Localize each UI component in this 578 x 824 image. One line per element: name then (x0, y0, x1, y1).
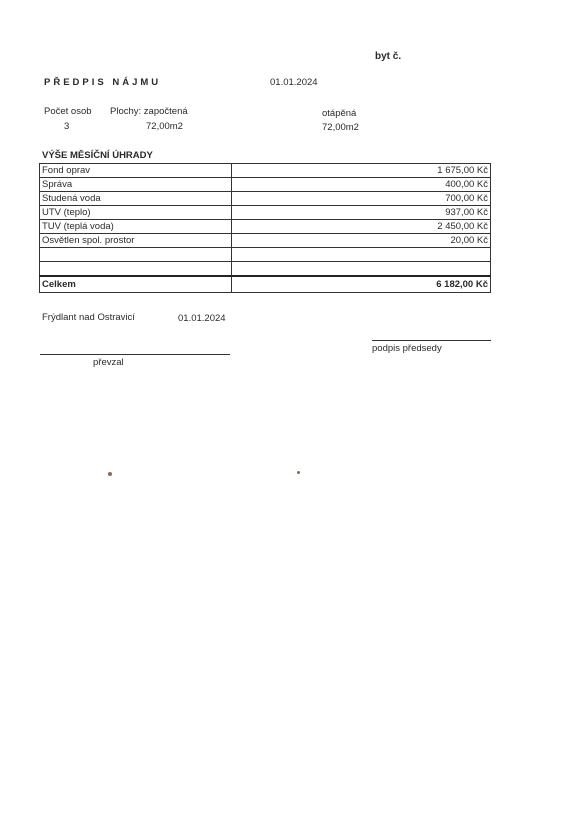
total-label: Celkem (40, 276, 232, 293)
table-row (40, 220, 491, 234)
header-date: 01.01.2024 (270, 77, 318, 88)
signature-chairman-label: podpis předsedy (372, 343, 442, 354)
empty-cell (40, 248, 232, 262)
received-label: převzal (93, 357, 124, 368)
total-row (40, 276, 491, 293)
section-title: VÝŠE MĚSÍČNÍ ÚHRADY (42, 150, 153, 161)
row-amount: 2 450,00 Kč (232, 220, 491, 234)
flat-number-label: byt č. (375, 51, 402, 62)
persons-label: Počet osob (44, 106, 92, 117)
row-label: UTV (teplo) (40, 206, 232, 220)
area-label: Plochy: započtená (110, 106, 188, 117)
payment-table (39, 163, 491, 293)
scan-speck (297, 471, 300, 474)
row-amount: 400,00 Kč (232, 178, 491, 192)
heated-area-label: otápěná (322, 108, 357, 119)
table-row (40, 206, 491, 220)
empty-cell (232, 262, 491, 277)
table-row (40, 178, 491, 192)
row-label: Studená voda (40, 192, 232, 206)
document-title: PŘEDPIS NÁJMU (44, 77, 162, 88)
total-amount: 6 182,00 Kč (232, 276, 491, 293)
empty-row (40, 248, 491, 262)
table-row (40, 234, 491, 248)
area-counted-value: 72,00m2 (146, 121, 183, 132)
row-amount: 937,00 Kč (232, 206, 491, 220)
row-label: Fond oprav (40, 164, 232, 178)
empty-cell (232, 248, 491, 262)
heated-area-value: 72,00m2 (322, 122, 359, 133)
row-amount: 1 675,00 Kč (232, 164, 491, 178)
row-label: TUV (teplá voda) (40, 220, 232, 234)
signature-line-received (40, 354, 230, 355)
row-amount: 700,00 Kč (232, 192, 491, 206)
table-row (40, 192, 491, 206)
empty-row (40, 262, 491, 277)
persons-value: 3 (64, 121, 70, 132)
row-label: Osvětlen spol. prostor (40, 234, 232, 248)
footer-date: 01.01.2024 (178, 313, 226, 324)
row-amount: 20,00 Kč (232, 234, 491, 248)
scan-speck (108, 472, 112, 476)
signature-line-chairman (372, 340, 491, 341)
place-label: Frýdlant nad Ostravicí (42, 312, 135, 323)
table-row (40, 164, 491, 178)
row-label: Správa (40, 178, 232, 192)
empty-cell (40, 262, 232, 277)
